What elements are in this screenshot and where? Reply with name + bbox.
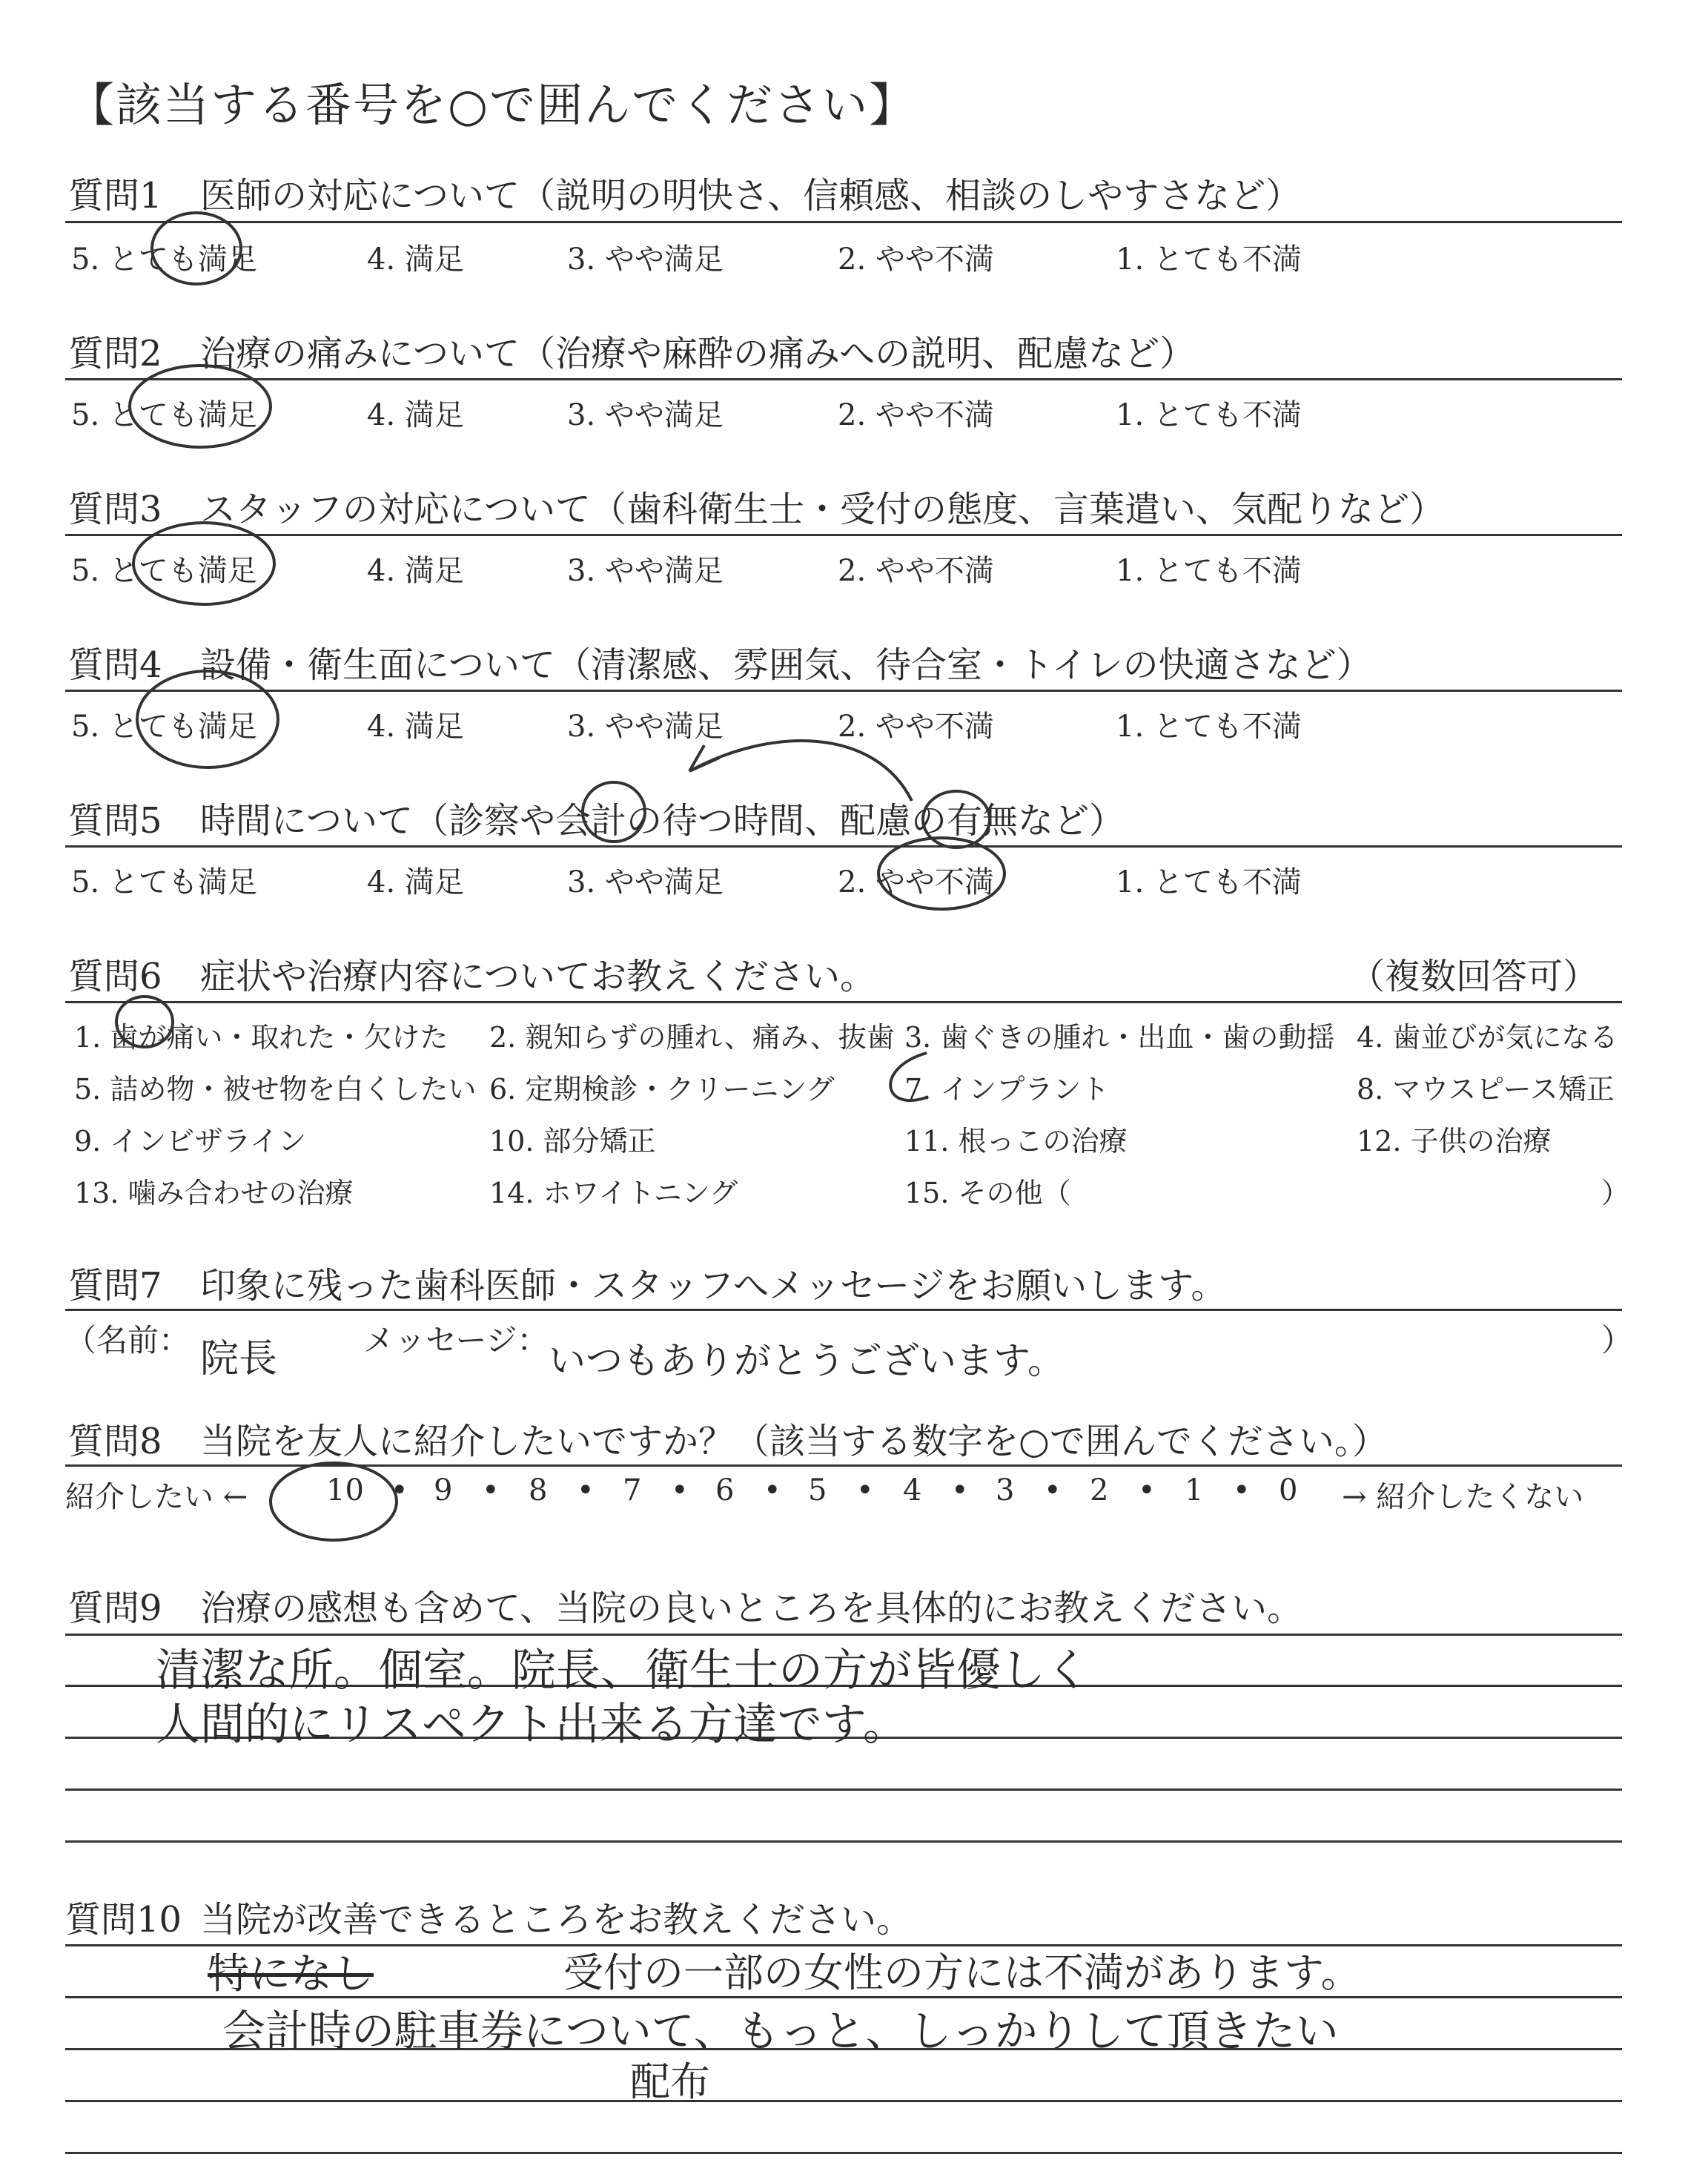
option-3[interactable]: 3. やや満足 [567,865,724,899]
option-1[interactable]: 1. とても不満 [1116,398,1302,432]
symptom-6[interactable]: 6. 定期検診・クリーニング [489,1073,835,1106]
option-2[interactable]: 2. やや不満 [838,398,994,432]
scale-dot: • [391,1473,408,1507]
option-2[interactable]: 2. やや不満 [838,242,994,277]
option-5[interactable]: 5. とても満足 [71,242,257,277]
scale-2[interactable]: 2 [1090,1473,1109,1507]
question-2-text: 治療の痛みについて（治療や麻酔の痛みへの説明、配慮など） [200,333,1196,374]
option-1[interactable]: 1. とても不満 [1116,554,1302,588]
symptom-14[interactable]: 14. ホワイトニング [489,1177,738,1209]
q10-answer-line-3[interactable]: 配布 [630,2058,710,2105]
question-3-text: スタッフの対応について（歯科衛生士・受付の態度、言葉遣い、気配りなど） [200,489,1446,530]
symptom-8[interactable]: 8. マウスピース矯正 [1357,1073,1615,1106]
option-2[interactable]: 2. やや不満 [838,865,994,899]
symptom-2[interactable]: 2. 親知らずの腫れ、痛み、抜歯 [489,1021,895,1054]
symptom-3[interactable]: 3. 歯ぐきの腫れ・出血・歯の動揺 [904,1021,1335,1054]
scale-5[interactable]: 5 [808,1473,827,1507]
scale-3[interactable]: 3 [996,1473,1015,1507]
q10-struck-text[interactable]: 特になし [208,1950,374,1998]
option-2[interactable]: 2. やや不満 [838,554,994,588]
survey-title: 【該当する番号を○で囲んでください】 [68,78,917,132]
scale-dot: • [1233,1473,1251,1507]
option-1[interactable]: 1. とても不満 [1116,710,1302,744]
q1-answer-circle [152,213,241,284]
scale-6[interactable]: 6 [715,1473,735,1507]
q5-arrow [689,741,912,801]
question-8-label: 質問8 [68,1421,162,1462]
scale-7[interactable]: 7 [623,1473,642,1507]
option-4[interactable]: 4. 満足 [367,710,464,744]
question-10-label: 質問10 [65,1899,182,1941]
question-7-text: 印象に残った歯科医師・スタッフへメッセージをお願いします。 [200,1265,1227,1307]
question-2-label: 質問2 [68,333,162,374]
q3-answer-circle [133,523,274,604]
option-2[interactable]: 2. やや不満 [838,710,994,744]
scale-dot: • [577,1473,595,1507]
symptom-10[interactable]: 10. 部分矯正 [489,1125,656,1157]
symptom-1[interactable]: 1. 歯が痛い・取れた・欠けた [74,1021,448,1054]
q2-answer-circle [130,366,271,447]
question-7-label: 質問7 [68,1265,162,1307]
symptom-7[interactable]: 7. インプラント [904,1073,1110,1106]
question-5-text: 時間について（診察や会計の待つ時間、配慮の有無など） [200,800,1125,842]
question-6-text: 症状や治療内容についてお教えください。 [200,956,876,997]
q9-answer-line-2[interactable]: 人間的にリスペクト出来る方達です。 [156,1699,907,1751]
q4-answer-circle [137,671,278,767]
option-3[interactable]: 3. やや満足 [567,710,724,744]
scale-dot: • [671,1473,689,1507]
q5-keyword-circle [583,782,645,842]
option-4[interactable]: 4. 満足 [367,398,464,432]
option-5[interactable]: 5. とても満足 [71,865,257,899]
question-9-text: 治療の感想も含めて、当院の良いところを具体的にお教えください。 [200,1588,1303,1629]
name-value[interactable]: 院長 [200,1337,278,1381]
q9-answer-line-1[interactable]: 清潔な所。個室。院長、衛生士の方が皆優しく [156,1645,1090,1697]
option-1[interactable]: 1. とても不満 [1116,865,1302,899]
option-4[interactable]: 4. 満足 [367,865,464,899]
scale-1[interactable]: 1 [1185,1473,1204,1507]
q8-answer-circle [271,1463,397,1540]
recommend-left-label: 紹介したい ← [65,1480,248,1514]
question-10-text: 当院が改善できるところをお教えください。 [200,1899,913,1941]
recommend-right-label: → 紹介したくない [1342,1480,1584,1514]
question-9-label: 質問9 [68,1588,162,1629]
question-1-text: 医師の対応について（説明の明快さ、信頼感、相談のしやすさなど） [200,175,1302,217]
other-close-paren: ） [1601,1177,1630,1209]
name-label: （名前： [65,1322,191,1358]
symptom-9[interactable]: 9. インビザライン [74,1125,307,1157]
option-4[interactable]: 4. 満足 [367,554,464,588]
option-3[interactable]: 3. やや満足 [567,398,724,432]
question-4-text: 設備・衛生面について（清潔感、雰囲気、待合室・トイレの快適さなど） [200,644,1372,686]
message-close: ） [1601,1322,1633,1358]
message-label: メッセージ： [363,1322,549,1358]
symptom-13[interactable]: 13. 噛み合わせの治療 [74,1177,354,1209]
question-4-label: 質問4 [68,644,162,686]
question-6-note: （複数回答可） [1349,956,1599,997]
q6-symptom-7-circle [890,1053,927,1100]
scale-dot: • [482,1473,500,1507]
scale-dot: • [951,1473,969,1507]
option-1[interactable]: 1. とても不満 [1116,242,1302,277]
option-5[interactable]: 5. とても満足 [71,398,257,432]
q5-answer-circle [878,838,1004,909]
symptom-5[interactable]: 5. 詰め物・被せ物を白くしたい [74,1073,477,1106]
message-value[interactable]: いつもありがとうございます。 [549,1339,1065,1382]
question-3-label: 質問3 [68,489,162,530]
symptom-15[interactable]: 15. その他（ [904,1177,1071,1209]
q10-answer-line-1[interactable]: 受付の一部の女性の方には不満があります。 [563,1949,1361,1996]
q10-answer-line-2[interactable]: 会計時の駐車券について、もっと、しっかりして頂きたい [222,2006,1339,2056]
scale-8[interactable]: 8 [529,1473,548,1507]
option-5[interactable]: 5. とても満足 [71,710,257,744]
symptom-4[interactable]: 4. 歯並びが気になる [1357,1021,1618,1054]
symptom-11[interactable]: 11. 根っこの治療 [904,1125,1128,1157]
option-3[interactable]: 3. やや満足 [567,554,724,588]
scale-dot: • [764,1473,781,1507]
q6-symptom-1-circle [116,997,173,1047]
option-3[interactable]: 3. やや満足 [567,242,724,277]
question-5-label: 質問5 [68,800,162,842]
symptom-12[interactable]: 12. 子供の治療 [1357,1125,1552,1157]
scale-10[interactable]: 10 [326,1473,364,1507]
scale-dot: • [1138,1473,1156,1507]
scale-0[interactable]: 0 [1279,1473,1298,1507]
question-6-label: 質問6 [68,956,162,997]
scale-4[interactable]: 4 [903,1473,922,1507]
scale-dot: • [856,1473,874,1507]
option-4[interactable]: 4. 満足 [367,242,464,277]
question-1-label: 質問1 [68,175,162,217]
question-8-text: 当院を友人に紹介したいですか？（該当する数字を○で囲んでください。） [200,1421,1388,1462]
scale-9[interactable]: 9 [434,1473,453,1507]
scale-dot: • [1044,1473,1062,1507]
option-5[interactable]: 5. とても満足 [71,554,257,588]
